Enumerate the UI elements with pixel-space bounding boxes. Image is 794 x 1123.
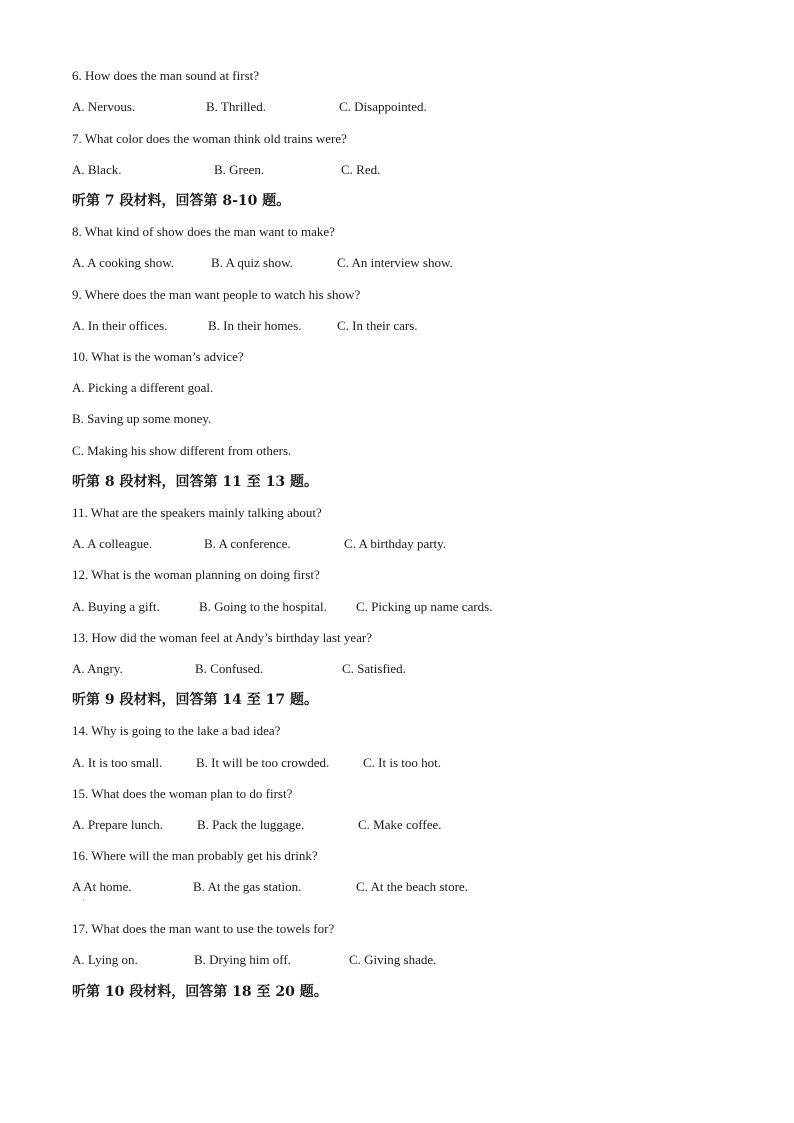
option-c: C. Picking up name cards.	[356, 599, 493, 614]
option-c: C. Disappointed.	[339, 99, 427, 114]
option-a: A. A cooking show.	[72, 255, 175, 270]
option-b: B. Pack the luggage.	[197, 817, 305, 832]
option-a: A. It is too small.	[72, 755, 163, 770]
question-15: 15. What does the woman plan to do first?	[72, 786, 293, 801]
option-a: A. Black.	[72, 162, 122, 177]
section-heading-9: 听第 9 段材料，回答第 14 至 17 题。	[72, 692, 318, 708]
option-c: C. Make coffee.	[358, 817, 442, 832]
question-9: 9. Where does the man want people to watch his show?	[72, 287, 361, 302]
option-a: A. Lying on.	[72, 952, 138, 967]
question-12: 12. What is the woman planning on doing first?	[72, 567, 320, 582]
option-c: C. At the beach store.	[356, 879, 468, 894]
question-7: 7. What color does the woman think old trains were?	[72, 131, 347, 146]
option-a: A. Angry.	[72, 661, 123, 676]
option-c: C. Satisfied.	[342, 661, 406, 676]
option-c: C. It is too hot.	[363, 755, 442, 770]
option-a: A. Nervous.	[72, 99, 136, 114]
question-11: 11. What are the speakers mainly talking about?	[72, 505, 322, 520]
option-b: B. Thrilled.	[206, 99, 267, 114]
question-10: 10. What is the woman’s advice?	[72, 349, 244, 364]
option-c: C. Giving shade.	[349, 952, 437, 967]
option-a: A At home.	[72, 879, 132, 894]
option-b: B. Green.	[214, 162, 265, 177]
option-a: A. A colleague.	[72, 536, 153, 551]
stray-mark: ·	[82, 896, 85, 905]
option-a: A. In their offices.	[72, 318, 168, 333]
option-b: B. It will be too crowded.	[196, 755, 330, 770]
question-13: 13. How did the woman feel at Andy’s birthday last year?	[72, 630, 373, 645]
question-17: 17. What does the man want to use the towels for?	[72, 921, 335, 936]
option-10-b: B. Saving up some money.	[72, 411, 212, 426]
option-b: B. Drying him off.	[194, 952, 291, 967]
option-c: C. A birthday party.	[344, 536, 447, 551]
option-c: C. An interview show.	[337, 255, 453, 270]
option-b: B. Confused.	[195, 661, 264, 676]
section-heading-8: 听第 8 段材料，回答第 11 至 13 题。	[72, 474, 318, 490]
question-8: 8. What kind of show does the man want to make?	[72, 224, 335, 239]
section-heading-10: 听第 10 段材料，回答第 18 至 20 题。	[72, 984, 328, 1000]
option-b: B. A quiz show.	[211, 255, 293, 270]
option-a: A. Buying a gift.	[72, 599, 160, 614]
option-b: B. At the gas station.	[193, 879, 302, 894]
option-b: B. A conference.	[204, 536, 291, 551]
section-heading-7: 听第 7 段材料，回答第 8-10 题。	[72, 193, 291, 209]
option-c: C. In their cars.	[337, 318, 418, 333]
option-c: C. Red.	[341, 162, 381, 177]
option-10-a: A. Picking a different goal.	[72, 380, 214, 395]
question-16: 16. Where will the man probably get his drink?	[72, 848, 318, 863]
option-10-c: C. Making his show different from others.	[72, 443, 292, 458]
question-6: 6. How does the man sound at first?	[72, 68, 260, 83]
option-a: A. Prepare lunch.	[72, 817, 163, 832]
question-14: 14. Why is going to the lake a bad idea?	[72, 723, 281, 738]
option-b: B. Going to the hospital.	[199, 599, 327, 614]
option-b: B. In their homes.	[208, 318, 302, 333]
